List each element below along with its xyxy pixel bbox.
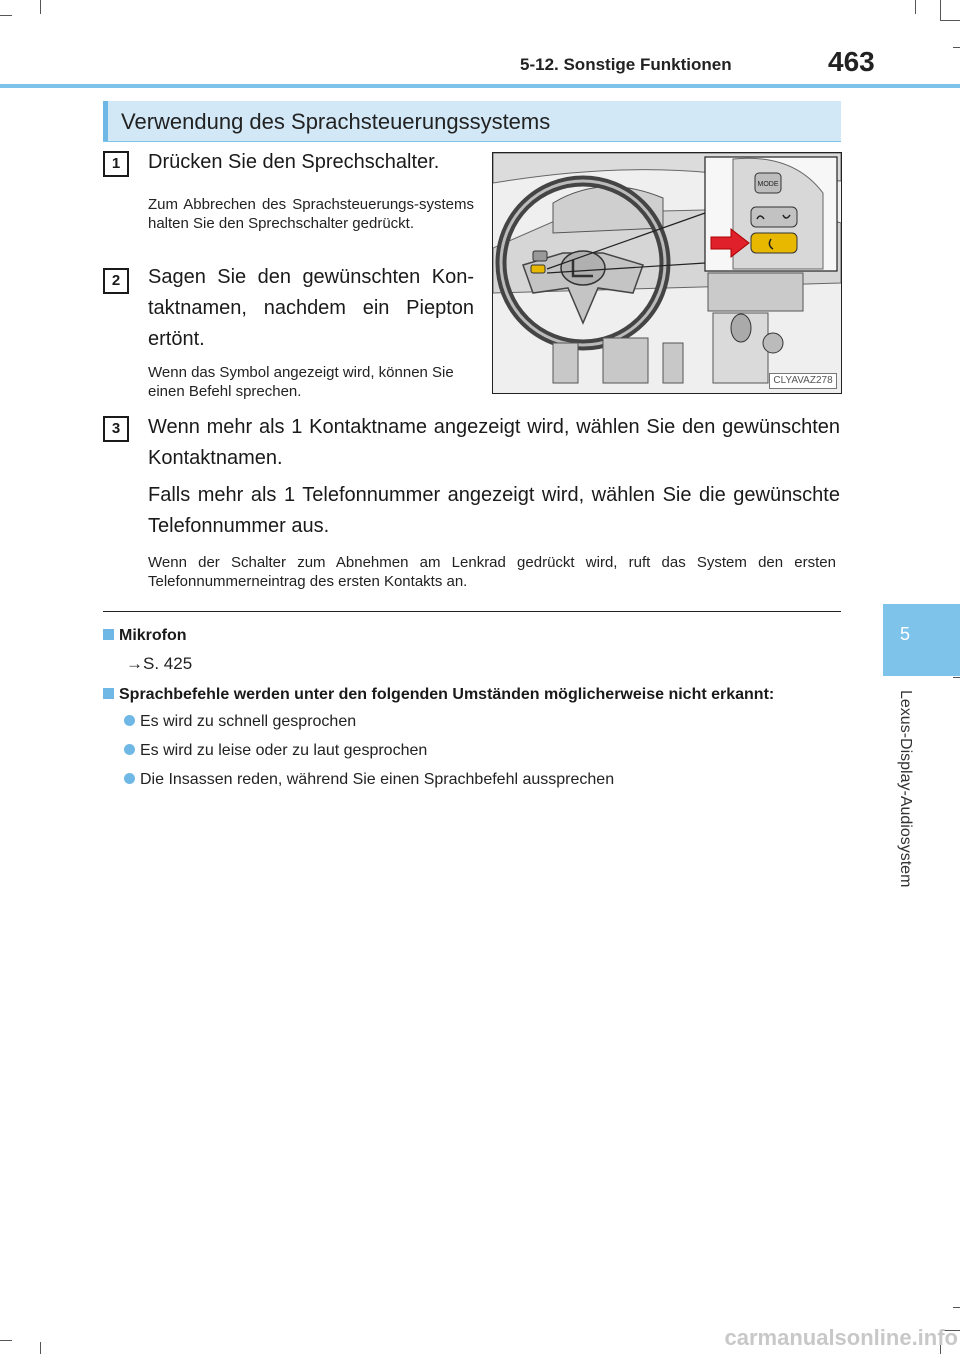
crop-mark: [953, 677, 960, 678]
inset-mode-label: MODE: [757, 181, 779, 188]
section-heading: [103, 101, 841, 141]
round-bullet-icon: [124, 715, 135, 726]
chapter-title-vertical: [892, 690, 916, 920]
square-bullet-icon: [103, 629, 114, 640]
section-divider: [103, 611, 841, 612]
section-heading-bar: [103, 101, 108, 141]
crop-mark: [953, 1307, 960, 1308]
illustration-code: CLYAVAZ278: [769, 373, 837, 389]
crop-mark: [0, 15, 12, 16]
note-heading-recognition: Sprachbefehle werden unter den folgenden Umständen möglicherweise nicht erkannt:: [103, 686, 843, 704]
list-item: Die Insassen reden, während Sie einen Sprachbefehl aussprechen: [124, 771, 614, 789]
step-3-note: Wenn der Schalter zum Abnehmen am Lenkrad gedrückt wird, ruft das System den ersten Telefonnummerneintrag des ersten Kontakts an.: [148, 554, 836, 590]
chapter-number: 5: [899, 624, 910, 644]
list-item: Es wird zu leise oder zu laut gesprochen: [124, 742, 427, 760]
step-1-note: Zum Abbrechen des Sprachsteuerungs-systems halten Sie den Sprechschalter gedrückt.: [148, 196, 474, 232]
steering-wheel-illustration: [493, 153, 841, 393]
running-header-section: 5-12. Sonstige Funktionen: [520, 55, 732, 74]
step-2-note: Wenn das Symbol angezeigt wird, können Sie einen Befehl sprechen.: [148, 364, 454, 400]
round-bullet-icon: [124, 744, 135, 755]
step-number: 2: [103, 268, 129, 294]
round-bullet-icon: [124, 773, 135, 784]
cockpit-illustration: [492, 152, 842, 394]
crop-mark: [940, 20, 960, 21]
crop-mark: [940, 0, 941, 20]
step-number: 3: [103, 416, 129, 442]
crop-mark: [40, 0, 41, 14]
square-bullet-icon: [103, 688, 114, 699]
page-number: 463: [828, 46, 875, 77]
header-rule: [0, 84, 960, 88]
note-heading-microphone: Mikrofon: [103, 627, 187, 645]
step-1-instruction: Drücken Sie den Sprechschalter.: [148, 151, 440, 173]
step-3-instruction: Wenn mehr als 1 Kontaktname angezeigt wird, wählen Sie den gewünschten Kontaktnamen.: [148, 416, 840, 469]
watermark: carmanualsonline.info: [724, 1325, 958, 1350]
chapter-title: Lexus-Display-Audiosystem: [897, 690, 914, 888]
crop-mark: [915, 0, 916, 14]
list-item: Es wird zu schnell gesprochen: [124, 713, 356, 731]
page-reference-link[interactable]: →S. 425: [126, 654, 193, 673]
step-number: 1: [103, 151, 129, 177]
section-heading-title: Verwendung des Sprachsteuerungssystems: [121, 109, 551, 134]
crop-mark: [953, 47, 960, 48]
step-3-instruction-alt: Falls mehr als 1 Telefonnummer angezeigt wird, wählen Sie die gewünschte Telefonnummer aus.: [148, 484, 840, 537]
step-2-instruction: Sagen Sie den gewünschten Kon-taktnamen, nachdem ein Piepton ertönt.: [148, 266, 474, 350]
section-heading-rule: [103, 141, 841, 142]
